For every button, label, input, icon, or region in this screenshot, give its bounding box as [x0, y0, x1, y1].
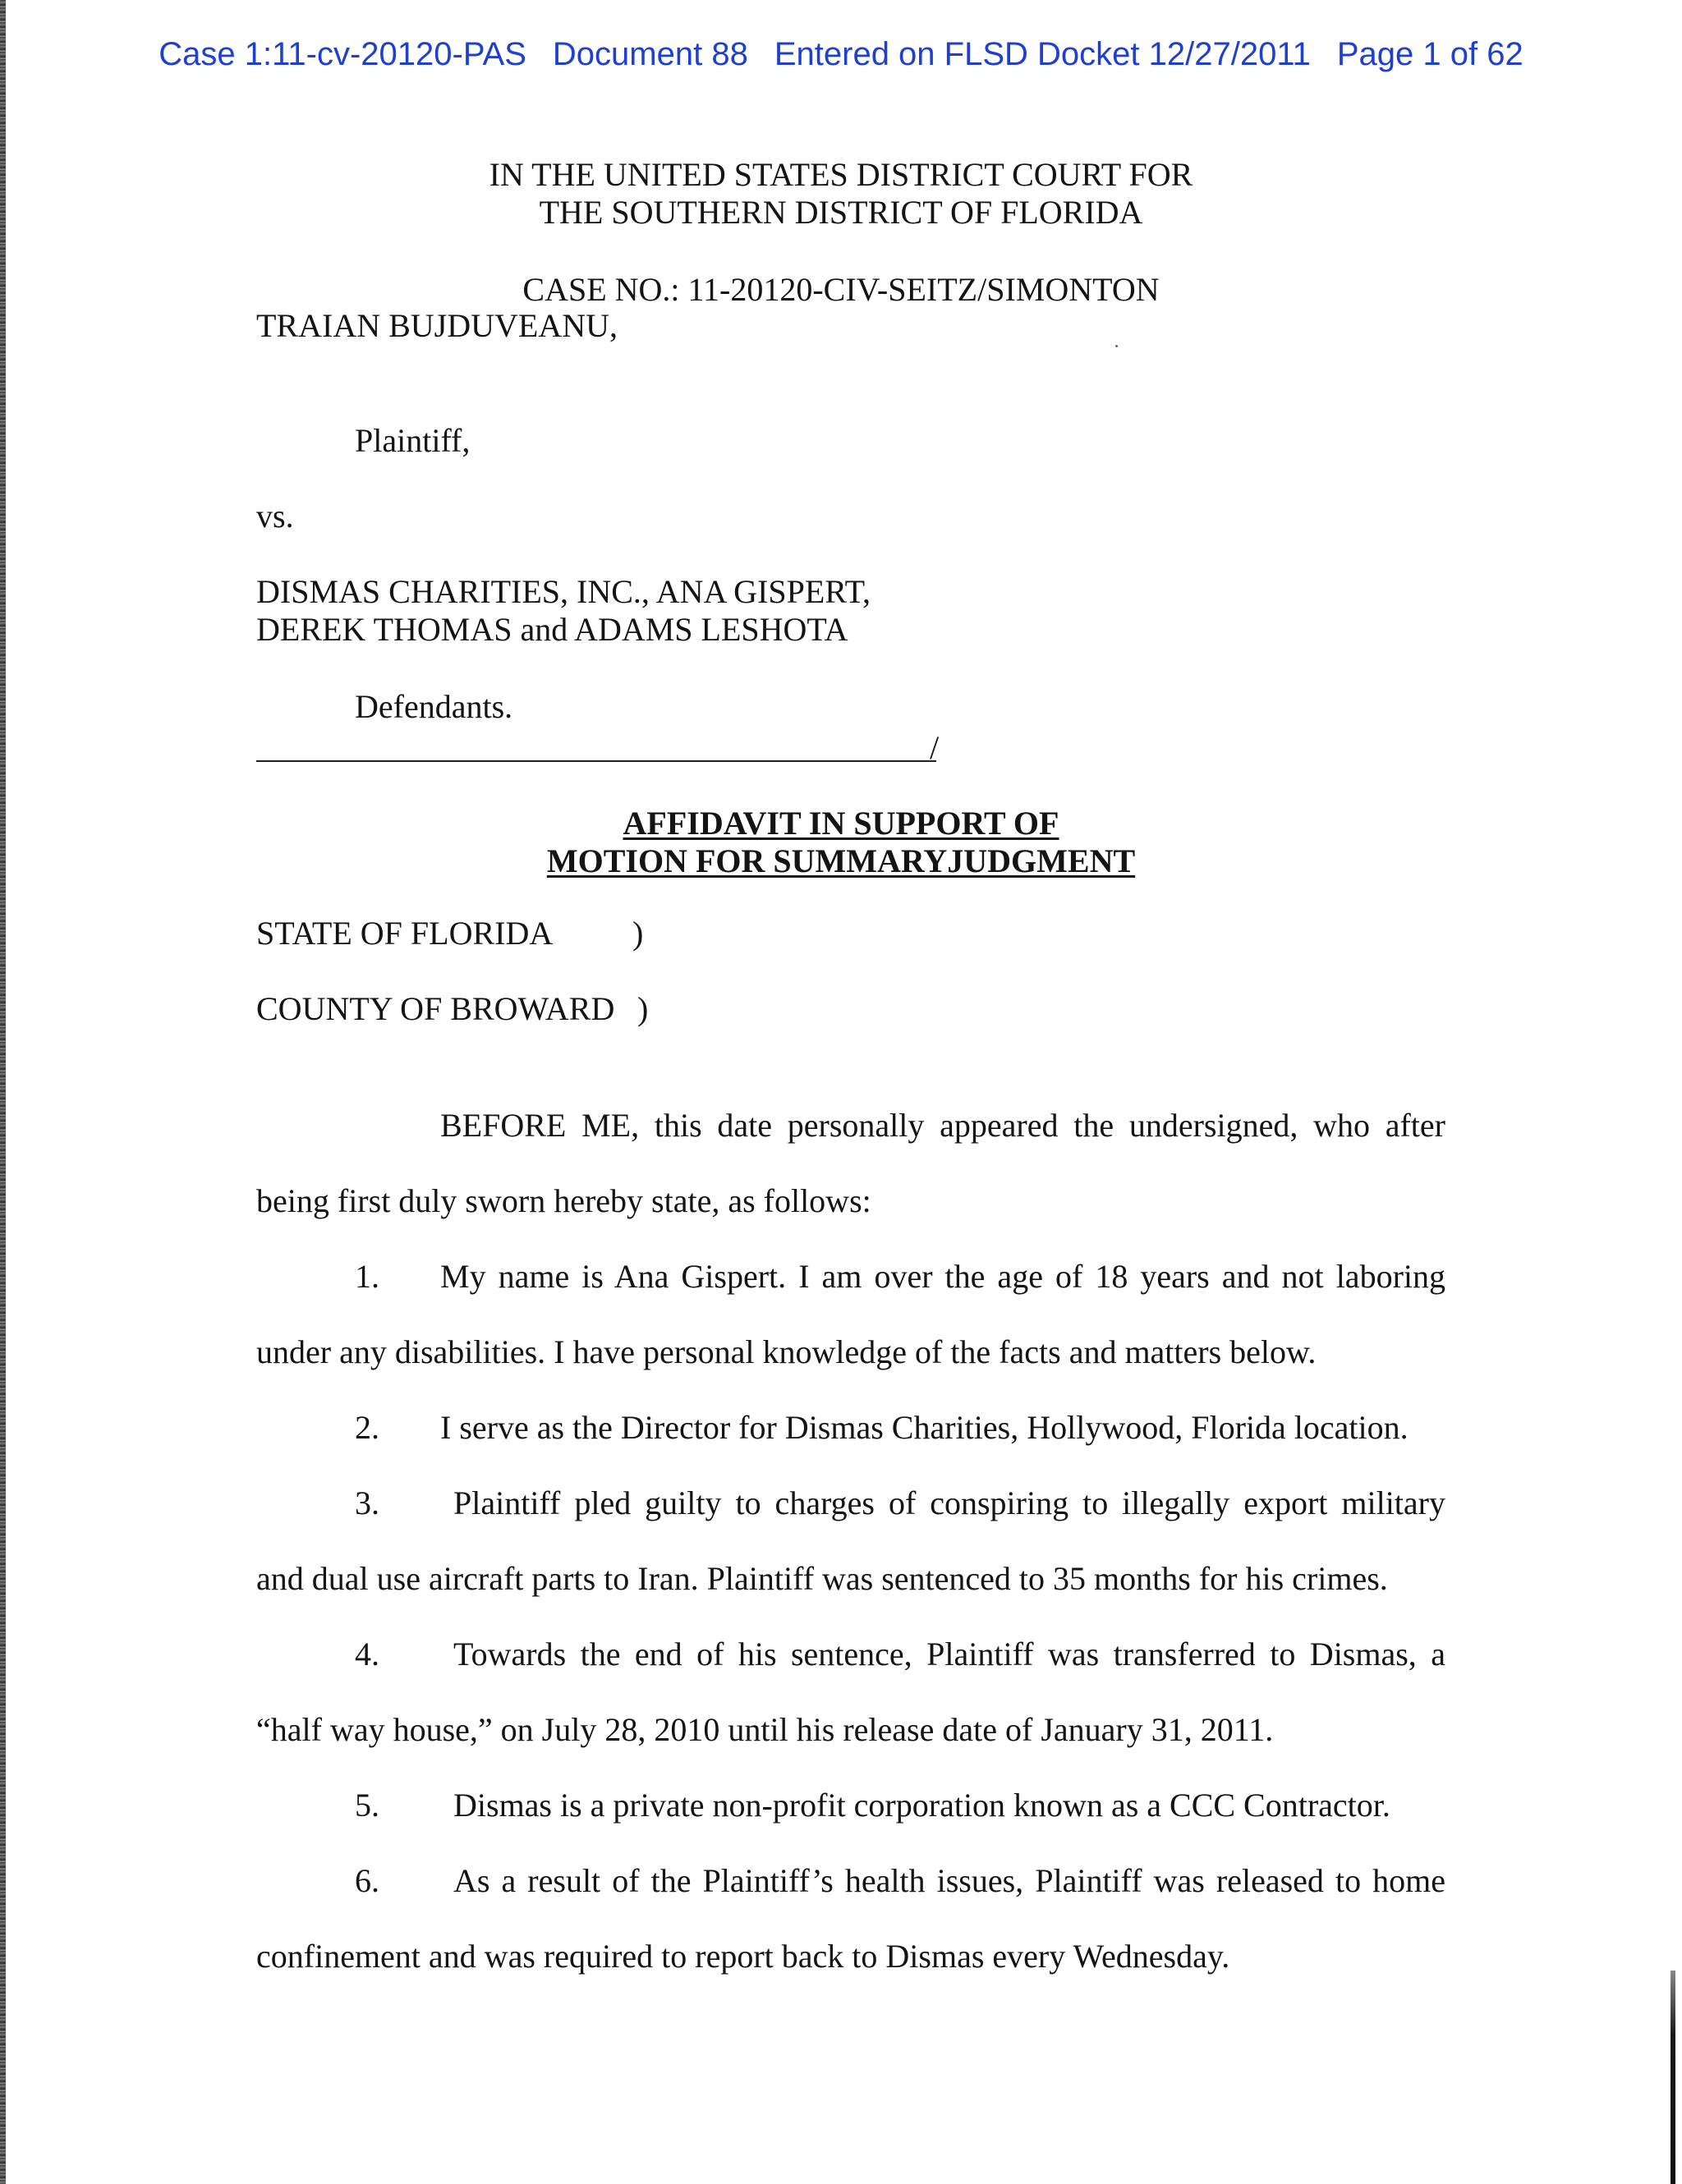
stamp-case: Case 1:11-cv-20120-PAS	[159, 36, 526, 72]
paragraph-3-continuation: and dual use aircraft parts to Iran. Plaintiff was sentenced to 35 months for his crimes.	[256, 1560, 1388, 1597]
scan-speck	[1115, 345, 1118, 347]
document-title-line2: MOTION FOR SUMMARYJUDGMENT	[546, 842, 1136, 879]
paragraph-4-continuation: “half way house,” on July 28, 2010 until his release date of January 31, 2011.	[256, 1711, 1274, 1748]
caption-rule	[256, 760, 936, 762]
defendants-label: Defendants.	[355, 688, 513, 725]
court-heading-line1: IN THE UNITED STATES DISTRICT COURT FOR	[489, 156, 1193, 193]
court-heading-line2: THE SOUTHERN DISTRICT OF FLORIDA	[539, 194, 1143, 231]
intro-line1: BEFORE ME, this date personally appeared the undersigned, who after	[440, 1107, 1445, 1144]
versus: vs.	[256, 498, 294, 535]
docket-stamp	[0, 36, 1682, 73]
stamp-document: Document 88	[552, 36, 748, 72]
paragraph-6-continuation: confinement and was required to report back to Dismas every Wednesday.	[256, 1938, 1230, 1975]
case-number: CASE NO.: 11-20120-CIV-SEITZ/SIMONTON	[522, 271, 1160, 308]
paragraph-5-first-line: Dismas is a private non-profit corporation known as a CCC Contractor.	[453, 1787, 1390, 1824]
paragraph-4-first-line: Towards the end of his sentence, Plaintiff was transferred to Dismas, a	[453, 1636, 1445, 1672]
paragraph-2-first-line: I serve as the Director for Dismas Charities, Hollywood, Florida location.	[440, 1409, 1409, 1446]
defendants-line2: DEREK THOMAS and ADAMS LESHOTA	[256, 611, 848, 648]
stamp-page: Page 1 of 62	[1336, 36, 1523, 72]
caption-slash: /	[930, 729, 940, 766]
paragraph-5-number: 5.	[355, 1787, 379, 1824]
venue-county-paren: )	[637, 990, 649, 1027]
stamp-entered: Entered on FLSD Docket 12/27/2011	[774, 36, 1311, 72]
paragraph-3-first-line: Plaintiff pled guilty to charges of conspiring to illegally export military	[453, 1484, 1445, 1521]
document-title-line1: AFFIDAVIT IN SUPPORT OF	[623, 805, 1059, 842]
paragraph-4-number: 4.	[355, 1636, 379, 1672]
paragraph-6-first-line: As a result of the Plaintiff’s health issues, Plaintiff was released to home	[453, 1862, 1445, 1899]
scan-edge-right	[1671, 1971, 1675, 2184]
paragraph-2-number: 2.	[355, 1409, 379, 1446]
scan-edge-left	[0, 0, 6, 2184]
paragraph-1-number: 1.	[355, 1258, 379, 1295]
plaintiff-name: TRAIAN BUJDUVEANU,	[256, 307, 618, 344]
defendants-line1: DISMAS CHARITIES, INC., ANA GISPERT,	[256, 573, 871, 610]
venue-county: COUNTY OF BROWARD	[256, 990, 615, 1027]
plaintiff-label: Plaintiff,	[355, 422, 471, 459]
intro-line2: being first duly sworn hereby state, as follows:	[256, 1182, 871, 1219]
paragraph-6-number: 6.	[355, 1862, 379, 1899]
venue-state: STATE OF FLORIDA	[256, 915, 554, 952]
paragraph-1-continuation: under any disabilities. I have personal knowledge of the facts and matters below.	[256, 1333, 1317, 1370]
venue-state-paren: )	[632, 915, 644, 952]
paragraph-1-first-line: My name is Ana Gispert. I am over the age of 18 years and not laboring	[440, 1258, 1445, 1295]
paragraph-3-number: 3.	[355, 1484, 379, 1521]
